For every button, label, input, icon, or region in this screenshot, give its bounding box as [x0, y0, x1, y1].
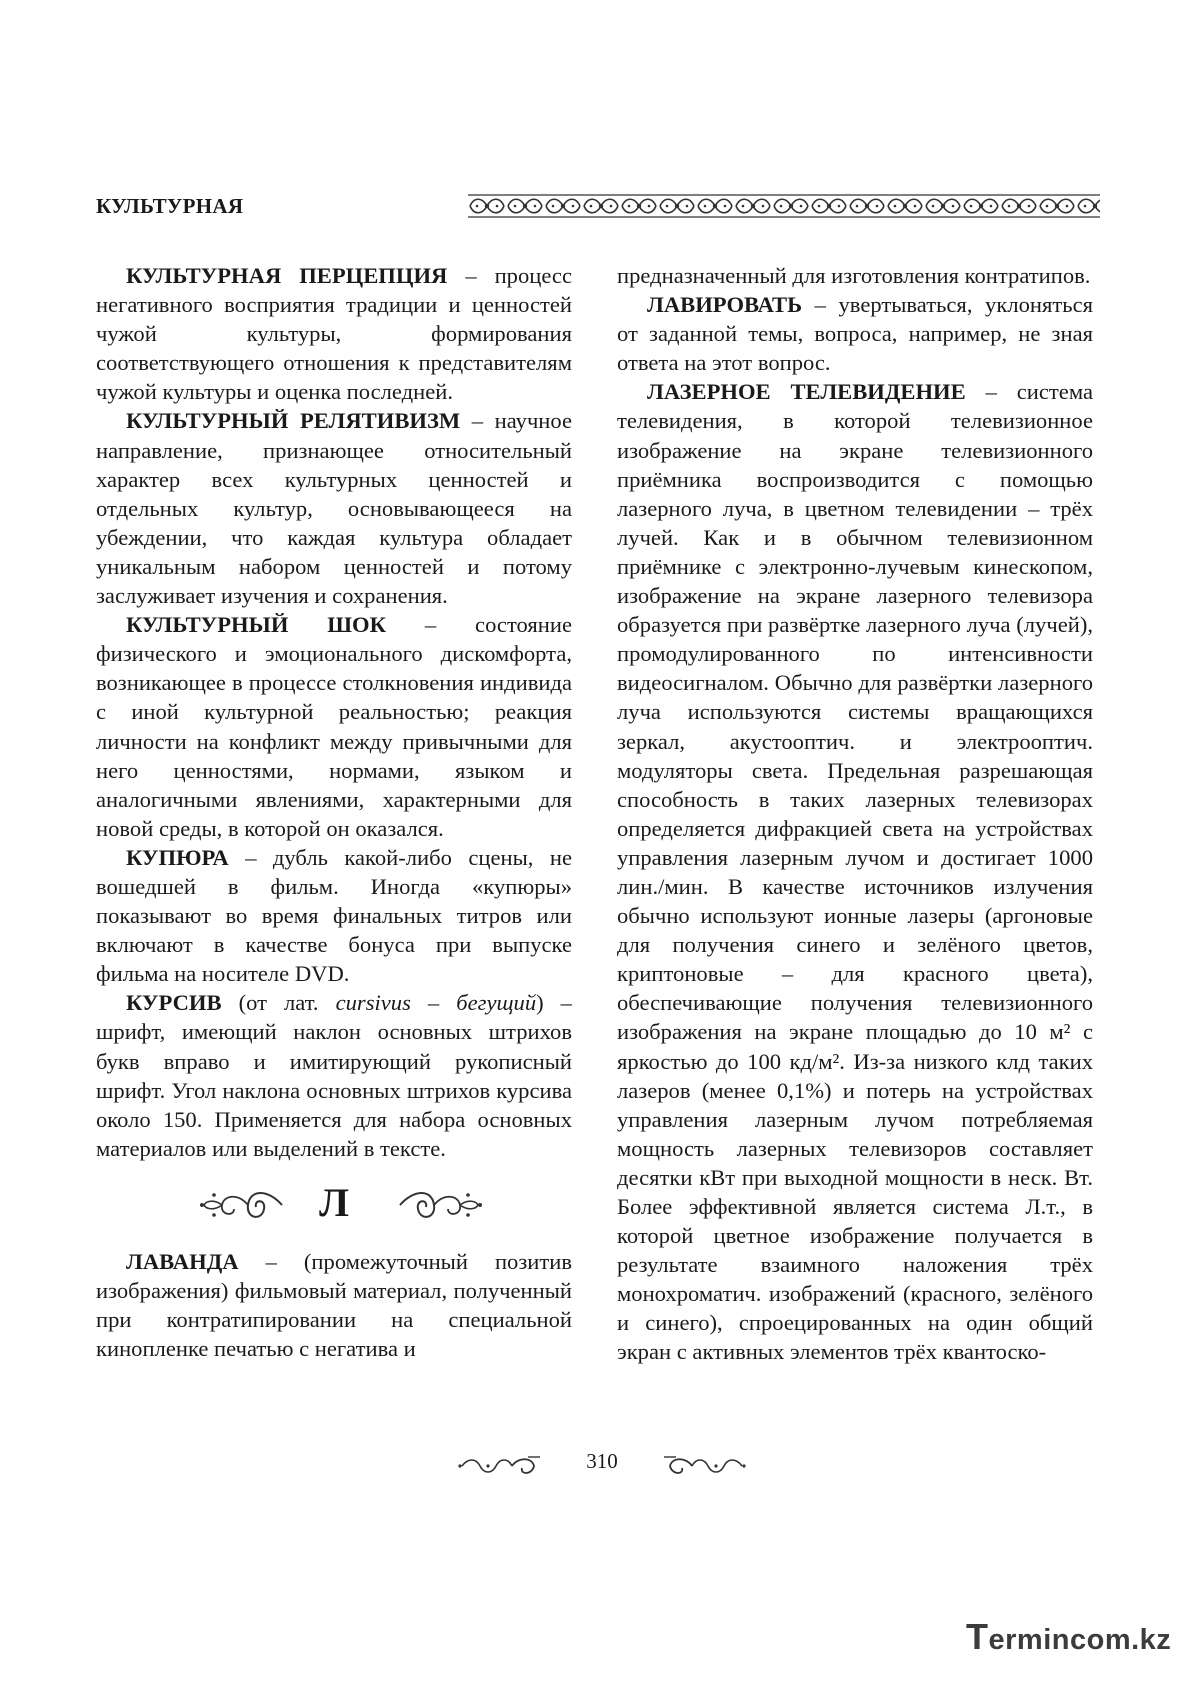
- entry-term: ЛАВАНДА: [126, 1248, 239, 1274]
- entry-lavirovat: [617, 290, 1093, 377]
- entry-term: КУЛЬТУРНЫЙ ШОК: [126, 612, 387, 638]
- entry-term: КУРСИВ: [126, 990, 222, 1016]
- ornament-right-icon: [396, 1183, 484, 1227]
- footer-ornament-left-icon: [458, 1453, 542, 1479]
- entry-etymology: cursivus – бегущий: [335, 990, 537, 1016]
- footer-ornament-right-icon: [662, 1453, 746, 1479]
- letter-section-divider: [96, 1175, 572, 1233]
- page-number: 310: [586, 1449, 618, 1473]
- entry-kupyura: [96, 843, 572, 988]
- entry-kulturnyy-shok: [96, 610, 572, 843]
- ornamental-band-icon: [468, 194, 1100, 218]
- entry-definition: – система телевидения, в которой телевизионное изображение на экране телевизионного приёмника воспроизводится с помощью лазерного луча, в цветном телевидении – трёх лучей. Как и в обычном телевизионном приёмнике с электронно-лучевым кинескопом, изображение на экране лазерного телевизора образуется при развёртке лазерного луча (лучей), промодулированного по интенсивности видеосигналом. Обычно для развёртки лазерного луча используются системы вращающихся зеркал, акустооптич. и электрооптич. модуляторы света. Предельная разрешающая способность в таких лазерных телевизорах определяется дифракцией света на устройствах управления лазерным лучом и достигает 1000 лин./мин. В качестве источников излучения обычно используют ионные лазеры (аргоновые для получения синего и зелёного цветов, криптоновые – для красного цвета), обеспечивающие получения телевизионного изображения на экране площадью до 10 м² с яркостью до 100 кд/м². Из-за низкого клд таких лазеров (менее 0,1%) и потерь на устройствах управления лазерным лучом потребляемая мощность лазерных телевизоров составляет десятки кВт при выходной мощности в неск. Вт. Более эффективной является система Л.т., в которой цветное изображение получается в результате взаимного наложения трёх монохроматич. изображений (красного, зелёного и синего), спроецированных на один общий экран с активных элементов трёх квантоско-: [617, 379, 1093, 1365]
- entry-definition: – увертываться, уклоняться от заданной темы, вопроса, например, не зная ответа на этот вопрос.: [617, 292, 1093, 376]
- entry-definition: – процесс негативного восприятия традиции и ценностей чужой культуры, формирования соответствующего отношения к представителям чужой культуры и оценка последней.: [96, 263, 572, 405]
- entry-definition: – научное направление, признающее относительный характер всех культурных ценностей и отдельных культур, основывающееся на убеждении, что каждая культура обладает уникальным набором ценностей и потому заслуживает изучения и сохранения.: [96, 408, 572, 609]
- watermark-initial: T: [966, 1616, 989, 1657]
- left-column: [96, 261, 572, 1363]
- entry-term: КУЛЬТУРНЫЙ РЕЛЯТИВИЗМ: [126, 408, 461, 434]
- entry-kulturnyy-relyativizm: [96, 406, 572, 610]
- entry-lazernoe-televidenie: [617, 377, 1093, 1366]
- watermark-text: ermincom.kz: [988, 1624, 1172, 1656]
- section-letter: Л: [319, 1179, 349, 1225]
- entry-lavanda: [96, 1247, 572, 1363]
- entry-definition: предназначенный для изготовления контратипов.: [617, 263, 1091, 288]
- entry-kursiv: [96, 988, 572, 1163]
- entry-lavanda-continued: [617, 261, 1093, 290]
- running-header-title: КУЛЬТУРНАЯ: [96, 194, 244, 218]
- entry-term: ЛАЗЕРНОЕ ТЕЛЕВИДЕНИЕ: [647, 379, 966, 405]
- right-column: [617, 261, 1093, 1367]
- entry-definition: – состояние физического и эмоционального дискомфорта, возникающее в процессе столкновения индивида с иной культурной реальностью; реакция личности на конфликт между привычными для него ценностями, нормами, языком и аналогичными явлениями, характерными для новой среды, в которой он оказался.: [96, 612, 573, 841]
- page-footer: [0, 1445, 1191, 1485]
- entry-term: КУПЮРА: [126, 844, 229, 870]
- entry-kulturnaya-pertseptsiya: [96, 261, 572, 406]
- entry-etymology-prefix: (от лат.: [221, 990, 336, 1016]
- site-watermark: [966, 1616, 1172, 1657]
- entry-definition: ) – шрифт, имеющий наклон основных штрихов букв вправо и имитирующий рукописный шрифт. Угол наклона основных штрихов курсива около 150. Применяется для набора основных материалов или выделений в тексте.: [96, 990, 572, 1161]
- entry-definition: – дубль какой-либо сцены, не вошедшей в фильм. Иногда «купюры» показывают во время финальных титров или включают в качестве бонуса при выпуске фильма на носителе DVD.: [96, 844, 572, 987]
- entry-definition: – (промежуточный позитив изображения) фильмовый материал, полученный при контратипировании на специальной кинопленке печатью с негатива и: [96, 1248, 572, 1362]
- entry-term: ЛАВИРОВАТЬ: [647, 292, 803, 318]
- entry-term: КУЛЬТУРНАЯ ПЕРЦЕПЦИЯ: [126, 263, 448, 288]
- running-header: [96, 186, 1098, 226]
